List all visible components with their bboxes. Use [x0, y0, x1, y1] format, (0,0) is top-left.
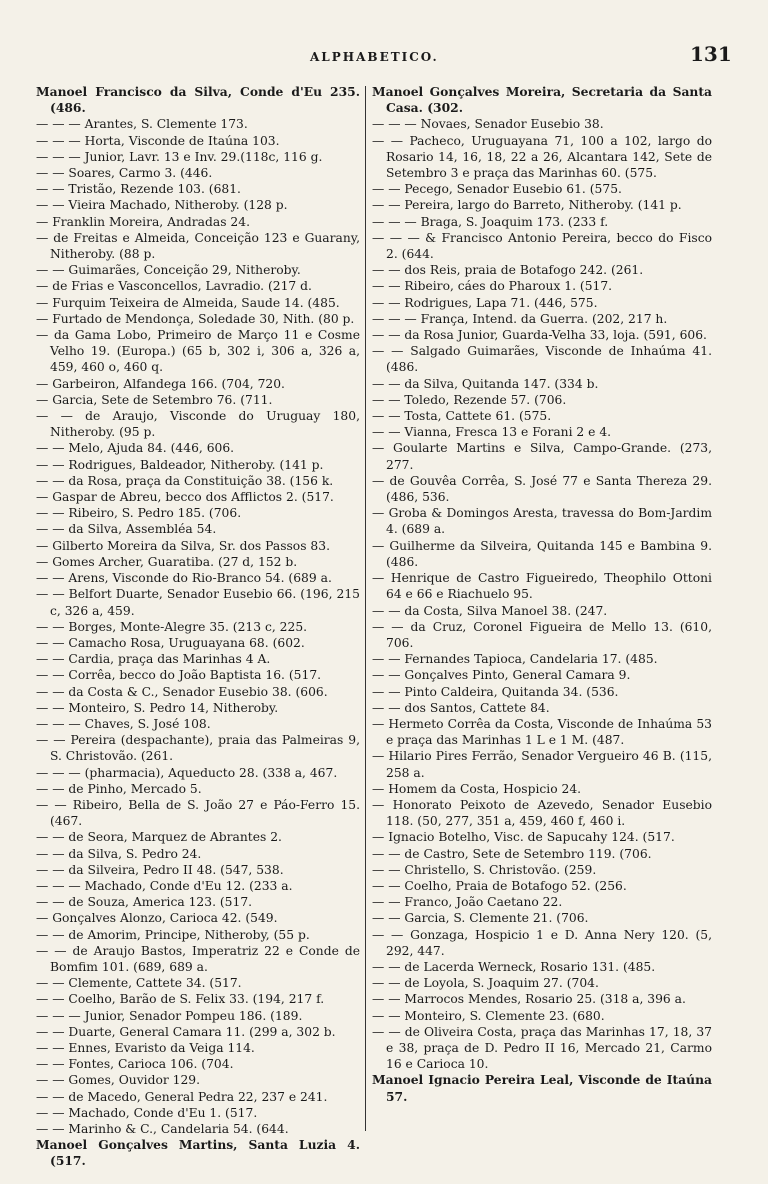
entry-text: — — da Cruz, Coronel Figueira de Mello 13. (610, 706.	[372, 619, 712, 650]
entry-text: — Garbeiron, Alfandega 166. (704, 720.	[36, 376, 285, 391]
directory-entry	[372, 538, 712, 570]
entry-text: — — — Junior, Lavr. 13 e Inv. 29.(118c, 116 g.	[36, 149, 323, 164]
entry-text: — — Christello, S. Christovão. (259.	[372, 862, 597, 877]
directory-entry	[36, 116, 360, 132]
directory-entry	[372, 748, 712, 780]
directory-entry	[372, 197, 712, 213]
directory-entry	[36, 700, 360, 716]
directory-entry	[372, 424, 712, 440]
entry-text: — — Soares, Carmo 3. (446.	[36, 166, 213, 181]
directory-entry	[36, 927, 360, 943]
entry-text: — — — Machado, Conde d'Eu 12. (233 a.	[36, 878, 293, 893]
entry-text: — — de Lacerda Werneck, Rosario 131. (485.	[372, 959, 656, 974]
entry-text: Manoel Ignacio Pereira Leal, Visconde de Itaúna 57.	[372, 1072, 712, 1104]
directory-entry	[36, 440, 360, 456]
directory-entry	[36, 1072, 360, 1088]
entry-text: — — Monteiro, S. Pedro 14, Nitheroby.	[36, 700, 279, 715]
entry-text: — — Pereira (despachante), praia das Palmeiras 9, S. Christovão. (261.	[36, 733, 360, 764]
entry-text: — — de Amorim, Principe, Nitheroby, (55 p.	[36, 927, 310, 942]
entry-text: — — Gomes, Ouvidor 129.	[36, 1073, 201, 1088]
directory-entry	[372, 619, 712, 651]
entry-text: — — — Braga, S. Joaquim 173. (233 f.	[372, 214, 609, 229]
entry-text: — — Melo, Ajuda 84. (446, 606.	[36, 441, 235, 456]
directory-entry	[36, 829, 360, 845]
directory-entry	[372, 230, 712, 262]
entry-text: — — Cardia, praça das Marinhas 4 A.	[36, 652, 271, 667]
directory-entry	[36, 586, 360, 618]
directory-entry	[372, 1008, 712, 1024]
entry-text: — Franklin Moreira, Andradas 24.	[36, 214, 250, 229]
entry-text: — — Tosta, Cattete 61. (575.	[372, 409, 552, 424]
directory-entry	[36, 910, 360, 926]
directory-entry	[36, 278, 360, 294]
entry-text: — Groba & Domingos Aresta, travessa do Bom-Jardim 4. (689 a.	[372, 506, 712, 537]
entry-text: — — Vianna, Fresca 13 e Forani 2 e 4.	[372, 425, 612, 440]
entry-text: — Goularte Martins e Silva, Campo-Grande. (273, 277.	[372, 441, 712, 472]
directory-entry	[372, 781, 712, 797]
entry-text: — Gilberto Moreira da Silva, Sr. dos Passos 83.	[36, 538, 330, 553]
entry-text: — — Rodrigues, Lapa 71. (446, 575.	[372, 295, 598, 310]
entry-text: — — de Oliveira Costa, praça das Marinhas 17, 18, 37 e 38, praça de D. Pedro II 16, Mercado 21, Carmo 16 e Carioca 10.	[372, 1024, 712, 1072]
directory-entry	[36, 214, 360, 230]
entry-text: — — Marinho & C., Candelaria 54. (644.	[36, 1122, 289, 1136]
directory-entry	[36, 311, 360, 327]
directory-entry	[36, 732, 360, 764]
directory-entry	[372, 278, 712, 294]
directory-entry	[372, 116, 712, 132]
entry-text: — Hermeto Corrêa da Costa, Visconde de Inhaúma 53 e praça das Marinhas 1 L e 1 M. (487.	[372, 716, 712, 748]
entry-text: — Furquim Teixeira de Almeida, Saude 14. (485.	[36, 295, 340, 310]
directory-entry	[36, 846, 360, 862]
directory-entry	[372, 684, 712, 700]
entry-text: — Gomes Archer, Guaratiba. (27 d, 152 b.	[36, 554, 298, 569]
directory-entry	[372, 862, 712, 878]
entry-text: — — Gonzaga, Hospicio 1 e D. Anna Nery 120. (5, 292, 447.	[372, 927, 712, 958]
directory-entry	[36, 943, 360, 975]
directory-entry	[36, 457, 360, 473]
entry-text: — — — França, Intend. da Guerra. (202, 217 h.	[372, 311, 668, 326]
entry-text: — — da Costa & C., Senador Eusebio 38. (606.	[36, 684, 328, 699]
directory-entry	[372, 440, 712, 472]
entry-text: — — da Costa, Silva Manoel 38. (247.	[372, 603, 608, 618]
entry-text: — Guilherme da Silveira, Quitanda 145 e Bambina 9. (486.	[372, 538, 712, 569]
page-header	[0, 40, 768, 70]
entry-text: — — Ennes, Evaristo da Veiga 114.	[36, 1040, 255, 1055]
entry-text: — Ignacio Botelho, Visc. de Sapucahy 124. (517.	[372, 830, 675, 845]
entry-text: — — Ribeiro, S. Pedro 185. (706.	[36, 506, 242, 521]
directory-entry	[36, 84, 360, 116]
directory-entry	[36, 262, 360, 278]
directory-entry	[372, 473, 712, 505]
entry-text: — da Gama Lobo, Primeiro de Março 11 e Cosme Velho 19. (Europa.) (65 b, 302 i, 306 a, 326 a, 459, 460 o, 460 q.	[36, 328, 360, 375]
entry-text: — — de Araujo, Visconde do Uruguay 180, Nitheroby. (95 p.	[36, 409, 360, 440]
entry-text: — — — Junior, Senador Pompeu 186. (189.	[36, 1008, 303, 1023]
entry-text: — — da Silva, S. Pedro 24.	[36, 846, 202, 861]
directory-entry	[36, 635, 360, 651]
directory-entry	[36, 554, 360, 570]
entry-text: — — Gonçalves Pinto, General Camara 9.	[372, 668, 631, 683]
directory-entry	[36, 1024, 360, 1040]
entry-text: — — Rodrigues, Baldeador, Nitheroby. (141 p.	[36, 457, 324, 472]
entry-text: Manoel Francisco da Silva, Conde d'Eu 235. (486.	[36, 84, 360, 116]
directory-entry	[372, 408, 712, 424]
entry-text: — — — & Francisco Antonio Pereira, becco do Fisco 2. (644.	[372, 230, 712, 262]
entry-text: — — — Horta, Visconde de Itaúna 103.	[36, 133, 280, 148]
entry-text: — Homem da Costa, Hospicio 24.	[372, 781, 582, 796]
entry-text: — de Freitas e Almeida, Conceição 123 e Guarany, Nitheroby. (88 p.	[36, 230, 360, 262]
directory-entry	[36, 392, 360, 408]
directory-entry	[36, 489, 360, 505]
directory-entry	[36, 862, 360, 878]
entry-text: — de Frias e Vasconcellos, Lavradio. (217 d.	[36, 279, 312, 294]
directory-entry	[372, 667, 712, 683]
directory-entry	[372, 376, 712, 392]
directory-entry	[372, 894, 712, 910]
entry-text: — — de Seora, Marquez de Abrantes 2.	[36, 830, 282, 845]
directory-entry	[36, 716, 360, 732]
entry-text: — — de Loyola, S. Joaquim 27. (704.	[372, 976, 599, 991]
entry-text: — — Vieira Machado, Nitheroby. (128 p.	[36, 198, 288, 213]
directory-entry	[36, 878, 360, 894]
directory-entry	[36, 765, 360, 781]
directory-entry	[372, 214, 712, 230]
entry-text: — — Ribeiro, Bella de S. João 27 e Páo-Ferro 15. (467.	[36, 797, 360, 829]
directory-entry	[36, 230, 360, 262]
entry-text: — — Tristão, Rezende 103. (681.	[36, 182, 241, 197]
directory-entry	[36, 197, 360, 213]
entry-text: — — da Silveira, Pedro II 48. (547, 538.	[36, 862, 284, 877]
entry-text: — Henrique de Castro Figueiredo, Theophilo Ottoni 64 e 66 e Riachuelo 95.	[372, 571, 712, 602]
directory-entry	[372, 262, 712, 278]
entry-text: — — Pacheco, Uruguayana 71, 100 a 102, largo do Rosario 14, 16, 18, 22 a 26, Alcantara 142, Sete de Setembro 3 e praça das Marinhas 60. (575.	[372, 133, 712, 181]
entry-text: — — de Souza, America 123. (517.	[36, 895, 253, 910]
directory-entry	[36, 1137, 360, 1169]
entry-text: — — da Silva, Quitanda 147. (334 b.	[372, 376, 599, 391]
directory-entry	[36, 781, 360, 797]
directory-entry	[36, 667, 360, 683]
entry-text: — — — Novaes, Senador Eusebio 38.	[372, 117, 604, 132]
entry-text: — — Fontes, Carioca 106. (704.	[36, 1057, 234, 1072]
entry-text: — — dos Reis, praia de Botafogo 242. (261.	[372, 263, 644, 278]
directory-entry	[36, 165, 360, 181]
directory-entry	[36, 149, 360, 165]
entry-text: — — — Chaves, S. José 108.	[36, 716, 211, 731]
entry-text: — — Pinto Caldeira, Quitanda 34. (536.	[372, 684, 619, 699]
running-title: ALPHABETICO.	[310, 50, 439, 64]
entry-text: — — Coelho, Praia de Botafogo 52. (256.	[372, 878, 627, 893]
entry-text: — Furtado de Mendonça, Soledade 30, Nith. (80 p.	[36, 311, 355, 326]
directory-entry	[372, 975, 712, 991]
entry-text: — — Pecego, Senador Eusebio 61. (575.	[372, 182, 622, 197]
directory-entry	[36, 975, 360, 991]
directory-entry	[372, 311, 712, 327]
entry-text: — Garcia, Sete de Setembro 76. (711.	[36, 392, 273, 407]
directory-entry	[36, 991, 360, 1007]
directory-entry	[36, 133, 360, 149]
directory-entry	[372, 910, 712, 926]
directory-entry	[372, 343, 712, 375]
directory-entry	[36, 521, 360, 537]
directory-entry	[36, 376, 360, 392]
directory-entry	[36, 1056, 360, 1072]
entry-text: — — de Castro, Sete de Setembro 119. (706.	[372, 846, 652, 861]
directory-entry	[36, 295, 360, 311]
directory-entry	[372, 505, 712, 537]
directory-entry	[372, 392, 712, 408]
directory-entry	[36, 505, 360, 521]
directory-entry	[372, 829, 712, 845]
directory-entry	[36, 473, 360, 489]
directory-entry	[36, 1089, 360, 1105]
left-entry-list	[36, 84, 360, 1170]
directory-entry	[372, 651, 712, 667]
entry-text: — — Fernandes Tapioca, Candelaria 17. (485.	[372, 652, 658, 667]
directory-entry	[372, 716, 712, 748]
right-column	[372, 84, 712, 1144]
directory-entry	[372, 846, 712, 862]
directory-entry	[372, 927, 712, 959]
entry-text: — — da Rosa, praça da Constituição 38. (156 k.	[36, 473, 334, 488]
entry-text: — Honorato Peixoto de Azevedo, Senador Eusebio 118. (50, 277, 351 a, 459, 460 f, 460 i.	[372, 797, 712, 829]
entry-text: — de Gouvêa Corrêa, S. José 77 e Santa Thereza 29. (486, 536.	[372, 473, 712, 505]
entry-text: — — da Silva, Assembléa 54.	[36, 522, 217, 537]
directory-entry	[36, 327, 360, 376]
entry-text: — — — Arantes, S. Clemente 173.	[36, 117, 248, 132]
directory-entry	[36, 894, 360, 910]
directory-entry	[36, 684, 360, 700]
directory-entry	[372, 700, 712, 716]
directory-entry	[36, 1008, 360, 1024]
directory-entry	[372, 603, 712, 619]
entry-text: — Gonçalves Alonzo, Carioca 42. (549.	[36, 911, 278, 926]
directory-entry	[372, 84, 712, 116]
directory-entry	[372, 1072, 712, 1104]
entry-text: — — Monteiro, S. Clemente 23. (680.	[372, 1008, 605, 1023]
entry-text: Manoel Gonçalves Moreira, Secretaria da Santa Casa. (302.	[372, 84, 712, 116]
directory-entry	[36, 1105, 360, 1121]
entry-text: — Gaspar de Abreu, becco dos Afflictos 2. (517.	[36, 490, 334, 505]
directory-entry	[372, 327, 712, 343]
directory-entry	[372, 1024, 712, 1073]
directory-entry	[372, 878, 712, 894]
directory-entry	[36, 538, 360, 554]
entry-text: — — Coelho, Barão de S. Felix 33. (194, 217 f.	[36, 992, 325, 1007]
entry-text: — — dos Santos, Cattete 84.	[372, 700, 550, 715]
directory-entry	[372, 181, 712, 197]
entry-text: — — Machado, Conde d'Eu 1. (517.	[36, 1105, 258, 1120]
entry-text: — — — (pharmacia), Aqueducto 28. (338 a, 467.	[36, 765, 338, 780]
left-column	[36, 84, 360, 1169]
entry-text: — — Franco, João Caetano 22.	[372, 895, 563, 910]
directory-entry	[36, 619, 360, 635]
entry-text: — — da Rosa Junior, Guarda-Velha 33, loja. (591, 606.	[372, 328, 707, 343]
entry-text: — — Arens, Visconde do Rio-Branco 54. (689 a.	[36, 571, 332, 586]
directory-entry	[36, 408, 360, 440]
directory-entry	[372, 991, 712, 1007]
entry-text: — — Belfort Duarte, Senador Eusebio 66. (196, 215 c, 326 a, 459.	[36, 587, 360, 618]
entry-text: — — Camacho Rosa, Uruguayana 68. (602.	[36, 635, 305, 650]
entry-text: — Hilario Pires Ferrão, Senador Vergueiro 46 B. (115, 258 a.	[372, 749, 712, 780]
entry-text: — — Clemente, Cattete 34. (517.	[36, 976, 242, 991]
right-entry-list	[372, 84, 712, 1105]
page-number: 131	[690, 42, 732, 66]
entry-text: — — Pereira, largo do Barreto, Nitheroby. (141 p.	[372, 198, 682, 213]
directory-entry	[372, 959, 712, 975]
directory-entry	[36, 570, 360, 586]
directory-entry	[36, 1121, 360, 1137]
entry-text: — — de Pinho, Mercado 5.	[36, 781, 202, 796]
directory-entry	[372, 133, 712, 182]
directory-entry	[36, 797, 360, 829]
entry-text: — — Toledo, Rezende 57. (706.	[372, 392, 567, 407]
column-divider	[365, 86, 366, 1131]
entry-text: — — Salgado Guimarães, Visconde de Inhaúma 41. (486.	[372, 344, 712, 375]
directory-entry	[36, 651, 360, 667]
entry-text: — — de Macedo, General Pedra 22, 237 e 241.	[36, 1089, 328, 1104]
entry-text: — — Garcia, S. Clemente 21. (706.	[372, 911, 589, 926]
directory-entry	[372, 570, 712, 602]
entry-text: — — Borges, Monte-Alegre 35. (213 c, 225.	[36, 619, 308, 634]
directory-entry	[372, 295, 712, 311]
entry-text: — — Corrêa, becco do João Baptista 16. (517.	[36, 668, 322, 683]
entry-text: Manoel Gonçalves Martins, Santa Luzia 4. (517.	[36, 1137, 360, 1169]
directory-entry	[372, 797, 712, 829]
entry-text: — — Marrocos Mendes, Rosario 25. (318 a, 396 a.	[372, 992, 686, 1007]
entry-text: — — Ribeiro, cáes do Pharoux 1. (517.	[372, 279, 613, 294]
entry-text: — — de Araujo Bastos, Imperatriz 22 e Conde de Bomfim 101. (689, 689 a.	[36, 943, 360, 974]
entry-text: — — Duarte, General Camara 11. (299 a, 302 b.	[36, 1024, 336, 1039]
entry-text: — — Guimarães, Conceição 29, Nitheroby.	[36, 263, 301, 278]
directory-entry	[36, 1040, 360, 1056]
directory-entry	[36, 181, 360, 197]
